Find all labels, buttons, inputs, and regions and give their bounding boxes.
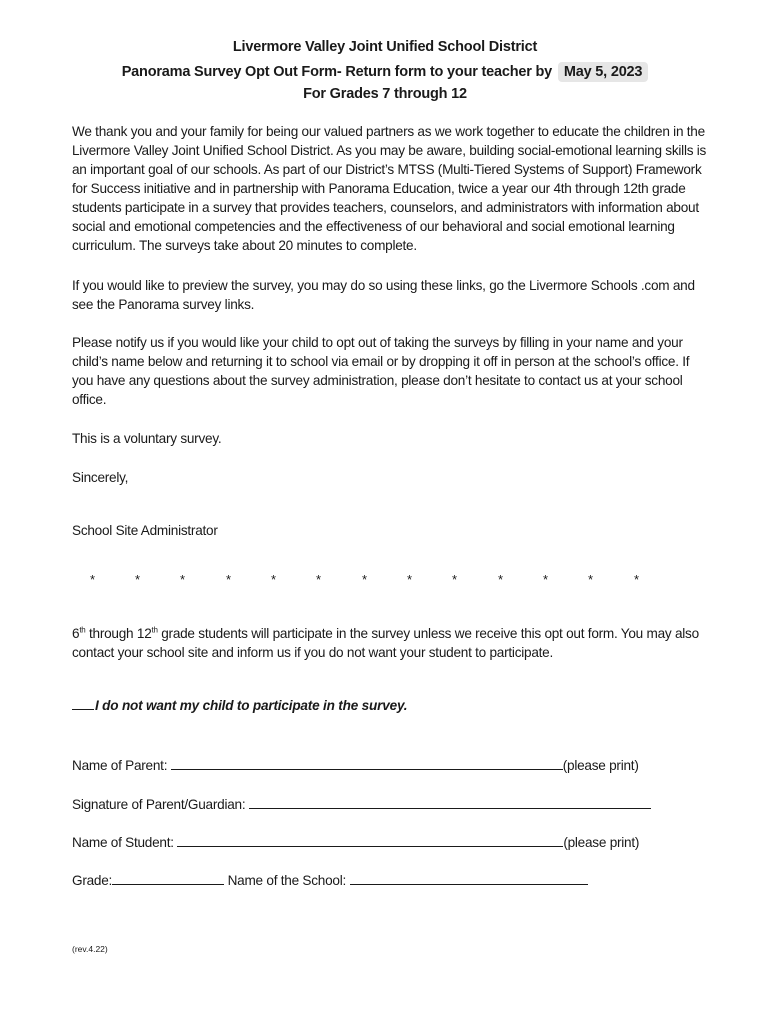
student-name-label: Name of Student: xyxy=(72,835,174,850)
parent-print-note: (please print) xyxy=(562,758,639,773)
signature-row xyxy=(72,795,651,812)
separator-star: * xyxy=(180,572,186,587)
student-name-row xyxy=(72,833,639,850)
due-date-field[interactable]: May 5, 2023 xyxy=(558,62,648,82)
grades-subtitle: For Grades 7 through 12 xyxy=(303,86,467,102)
separator-row xyxy=(0,572,770,588)
separator-star: * xyxy=(362,572,368,587)
grade-field[interactable] xyxy=(112,871,224,885)
student-print-note: (please print) xyxy=(563,835,640,850)
signoff: School Site Administrator xyxy=(72,523,218,538)
notice-text: grade students will participate in the survey unless we receive this opt out form. You may also contact your school site and inform us if you do not want your student to participate. xyxy=(72,626,699,660)
parent-name-field[interactable] xyxy=(171,756,563,770)
grade-start-suffix: th xyxy=(79,625,86,635)
separator-star: * xyxy=(226,572,232,587)
separator-star: * xyxy=(271,572,277,587)
signature-label: Signature of Parent/Guardian: xyxy=(72,797,246,812)
parent-name-row xyxy=(72,756,639,773)
grade-end: 12 xyxy=(136,626,152,641)
closing: Sincerely, xyxy=(72,470,129,485)
separator-star: * xyxy=(452,572,458,587)
grade-start: 6 xyxy=(72,626,80,641)
school-name-label: Name of the School: xyxy=(227,873,347,888)
separator-star: * xyxy=(407,572,413,587)
grade-label: Grade: xyxy=(72,873,113,888)
optout-row xyxy=(72,697,407,713)
separator-star: * xyxy=(90,572,96,587)
grade-school-row xyxy=(72,871,588,888)
optout-checkbox-line[interactable] xyxy=(72,697,94,710)
separator-star: * xyxy=(498,572,504,587)
optout-statement: I do not want my child to participate in the survey. xyxy=(95,698,408,713)
notify-paragraph: Please notify us if you would like your child to opt out of taking the surveys by filling in your name and your child’s name below and returning it to school via email or by dropping it off in person at the school’s office. If you have any questions about the survey administration, please don’t hesitate to contact us at your school office. xyxy=(72,335,690,407)
grade-end-suffix: th xyxy=(151,625,158,635)
separator-star: * xyxy=(588,572,594,587)
form-title-line xyxy=(0,62,770,82)
signature-field[interactable] xyxy=(249,795,651,809)
school-name-field[interactable] xyxy=(350,871,588,885)
separator-star: * xyxy=(316,572,322,587)
district-name: Livermore Valley Joint Unified School District xyxy=(232,39,538,55)
preview-paragraph: If you would like to preview the survey, you may do so using these links, go the Livermore Schools .com and see the Panorama survey links. xyxy=(72,278,695,312)
separator-star: * xyxy=(543,572,549,587)
through-word: through xyxy=(85,626,137,641)
voluntary-note: This is a voluntary survey. xyxy=(72,431,222,446)
parent-name-label: Name of Parent: xyxy=(72,758,168,773)
participation-notice xyxy=(72,624,712,662)
intro-paragraph: We thank you and your family for being our valued partners as we work together to educate the children in the Livermore Valley Joint Unified School District. As you may be aware, building social-emotional learning skills is an important goal of our schools. As part of our District’s MTSS (Multi-Tiered Systems of Support) Framework for Success initiative and in partnership with Panorama Education, twice a year our 4th through 12th grade students participate in a survey that provides teachers, counselors, and administrators with information about social and emotional competencies and the effectiveness of our behavioral and social emotional learning curriculum. The surveys take about 20 minutes to complete. xyxy=(72,124,707,253)
separator-star: * xyxy=(135,572,141,587)
revision-note: (rev.4.22) xyxy=(72,944,108,954)
separator-star: * xyxy=(634,572,640,587)
student-name-field[interactable] xyxy=(177,833,563,847)
form-title: Panorama Survey Opt Out Form- Return form to your teacher by xyxy=(121,64,553,80)
